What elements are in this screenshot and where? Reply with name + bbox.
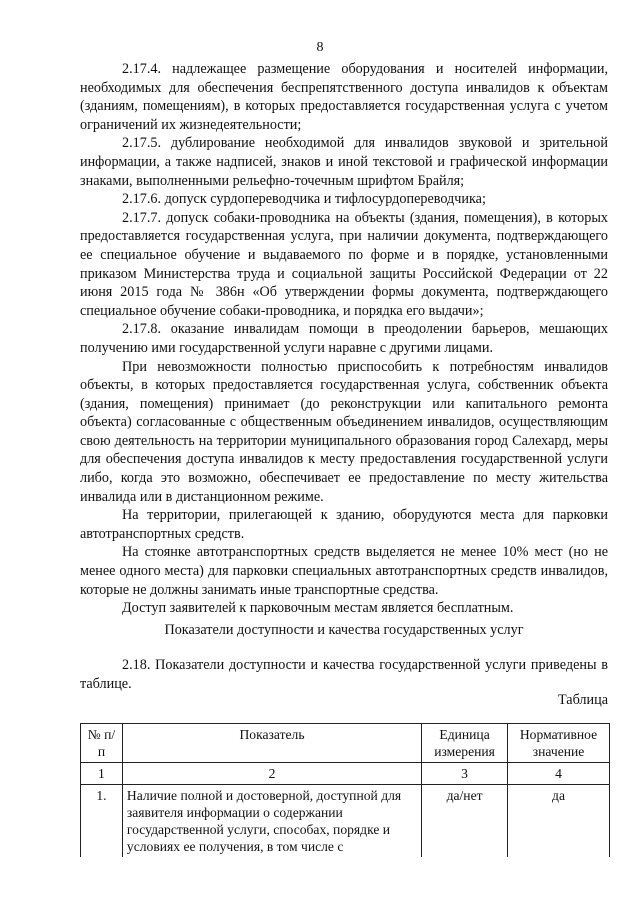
paragraph-parking-quota: На стоянке автотранспортных средств выделяется не менее 10% мест (но не менее одного места) для парковки специальных автотранспортных средств инвалидов, которые не должны занимать иные транспортные средства. — [80, 544, 608, 598]
paragraph-parking-territory: На территории, прилегающей к зданию, оборудуются места для парковки автотранспортных средств. — [80, 507, 608, 542]
table-label: Таблица — [557, 692, 608, 708]
header-number: № п/п — [81, 724, 123, 763]
document-body — [80, 60, 608, 618]
paragraph-impossibility: При невозможности полностью приспособить к потребностям инвалидов объекты, в которых предоставляется государственная услуга, собственник объекта (здания, помещения) принимает (до реконструкции или капитального ремонта объекта) согласованные с общественным объединением инвалидов, осуществляющим свою деятельность на территории муниципального образования город Салехард, меры для обеспечения доступа инвалидов к месту предоставления государственной услуги либо, когда это возможно, обеспечивает ее предоставление по месту жительства инвалида или в дистанционном режиме. — [80, 358, 608, 505]
numbering-cell: 3 — [422, 763, 508, 785]
row-value: да — [508, 785, 610, 858]
paragraph-2-18: 2.18. Показатели доступности и качества государственной услуги приведены в таблице. — [80, 657, 608, 692]
row-unit: да/нет — [422, 785, 508, 858]
paragraph-2-17-4: 2.17.4. надлежащее размещение оборудования и носителей информации, необходимых для обеспечения беспрепятственного доступа инвалидов к объектам (зданиям, помещениям), в которых предоставляется государственная услуга с учетом ограничений их жизнедеятельности; — [80, 61, 608, 133]
row-indicator: Наличие полной и достоверной, доступной для заявителя информации о содержании государственной услуги, способах, порядке и условиях ее получения, в том числе с — [122, 785, 421, 858]
numbering-cell: 2 — [122, 763, 421, 785]
numbering-cell: 4 — [508, 763, 610, 785]
paragraph-2-17-7: 2.17.7. допуск собаки-проводника на объекты (здания, помещения), в которых предоставляется государственная услуга, при наличии документа, подтверждающего ее специальное обучение и выдаваемого по форме и в порядке, установленными приказом Министерства труда и социальной защиты Российской Федерации от 22 июня 2015 года № 386н «Об утверждении формы документа, подтверждающего специальное обучение собаки-проводника, и порядка его выдачи»; — [80, 209, 608, 319]
header-normative-value: Нормативное значение — [508, 724, 610, 763]
paragraph-parking-free: Доступ заявителей к парковочным местам является бесплатным. — [122, 600, 514, 617]
table-row — [81, 785, 610, 858]
table-numbering-row — [81, 763, 610, 785]
paragraph-2-17-6: 2.17.6. допуск сурдопереводчика и тифлосурдопереводчика; — [122, 191, 486, 208]
paragraph-2-17-5: 2.17.5. дублирование необходимой для инвалидов звуковой и зрительной информации, а также надписей, знаков и иной текстовой и графической информации знаками, выполненными рельефно-точечным шрифтом Брайля; — [80, 135, 608, 189]
header-indicator: Показатель — [122, 724, 421, 763]
table-header-row — [81, 724, 610, 763]
numbering-cell: 1 — [81, 763, 123, 785]
page-number: 8 — [316, 40, 324, 55]
indicators-table — [80, 723, 610, 857]
paragraph-2-17-8: 2.17.8. оказание инвалидам помощи в преодолении барьеров, мешающих получению ими государственной услуги наравне с другими лицами. — [80, 321, 608, 356]
header-unit: Единица измерения — [422, 724, 508, 763]
row-number: 1. — [81, 785, 123, 858]
section-title: Показатели доступности и качества государственных услуг — [164, 622, 524, 638]
